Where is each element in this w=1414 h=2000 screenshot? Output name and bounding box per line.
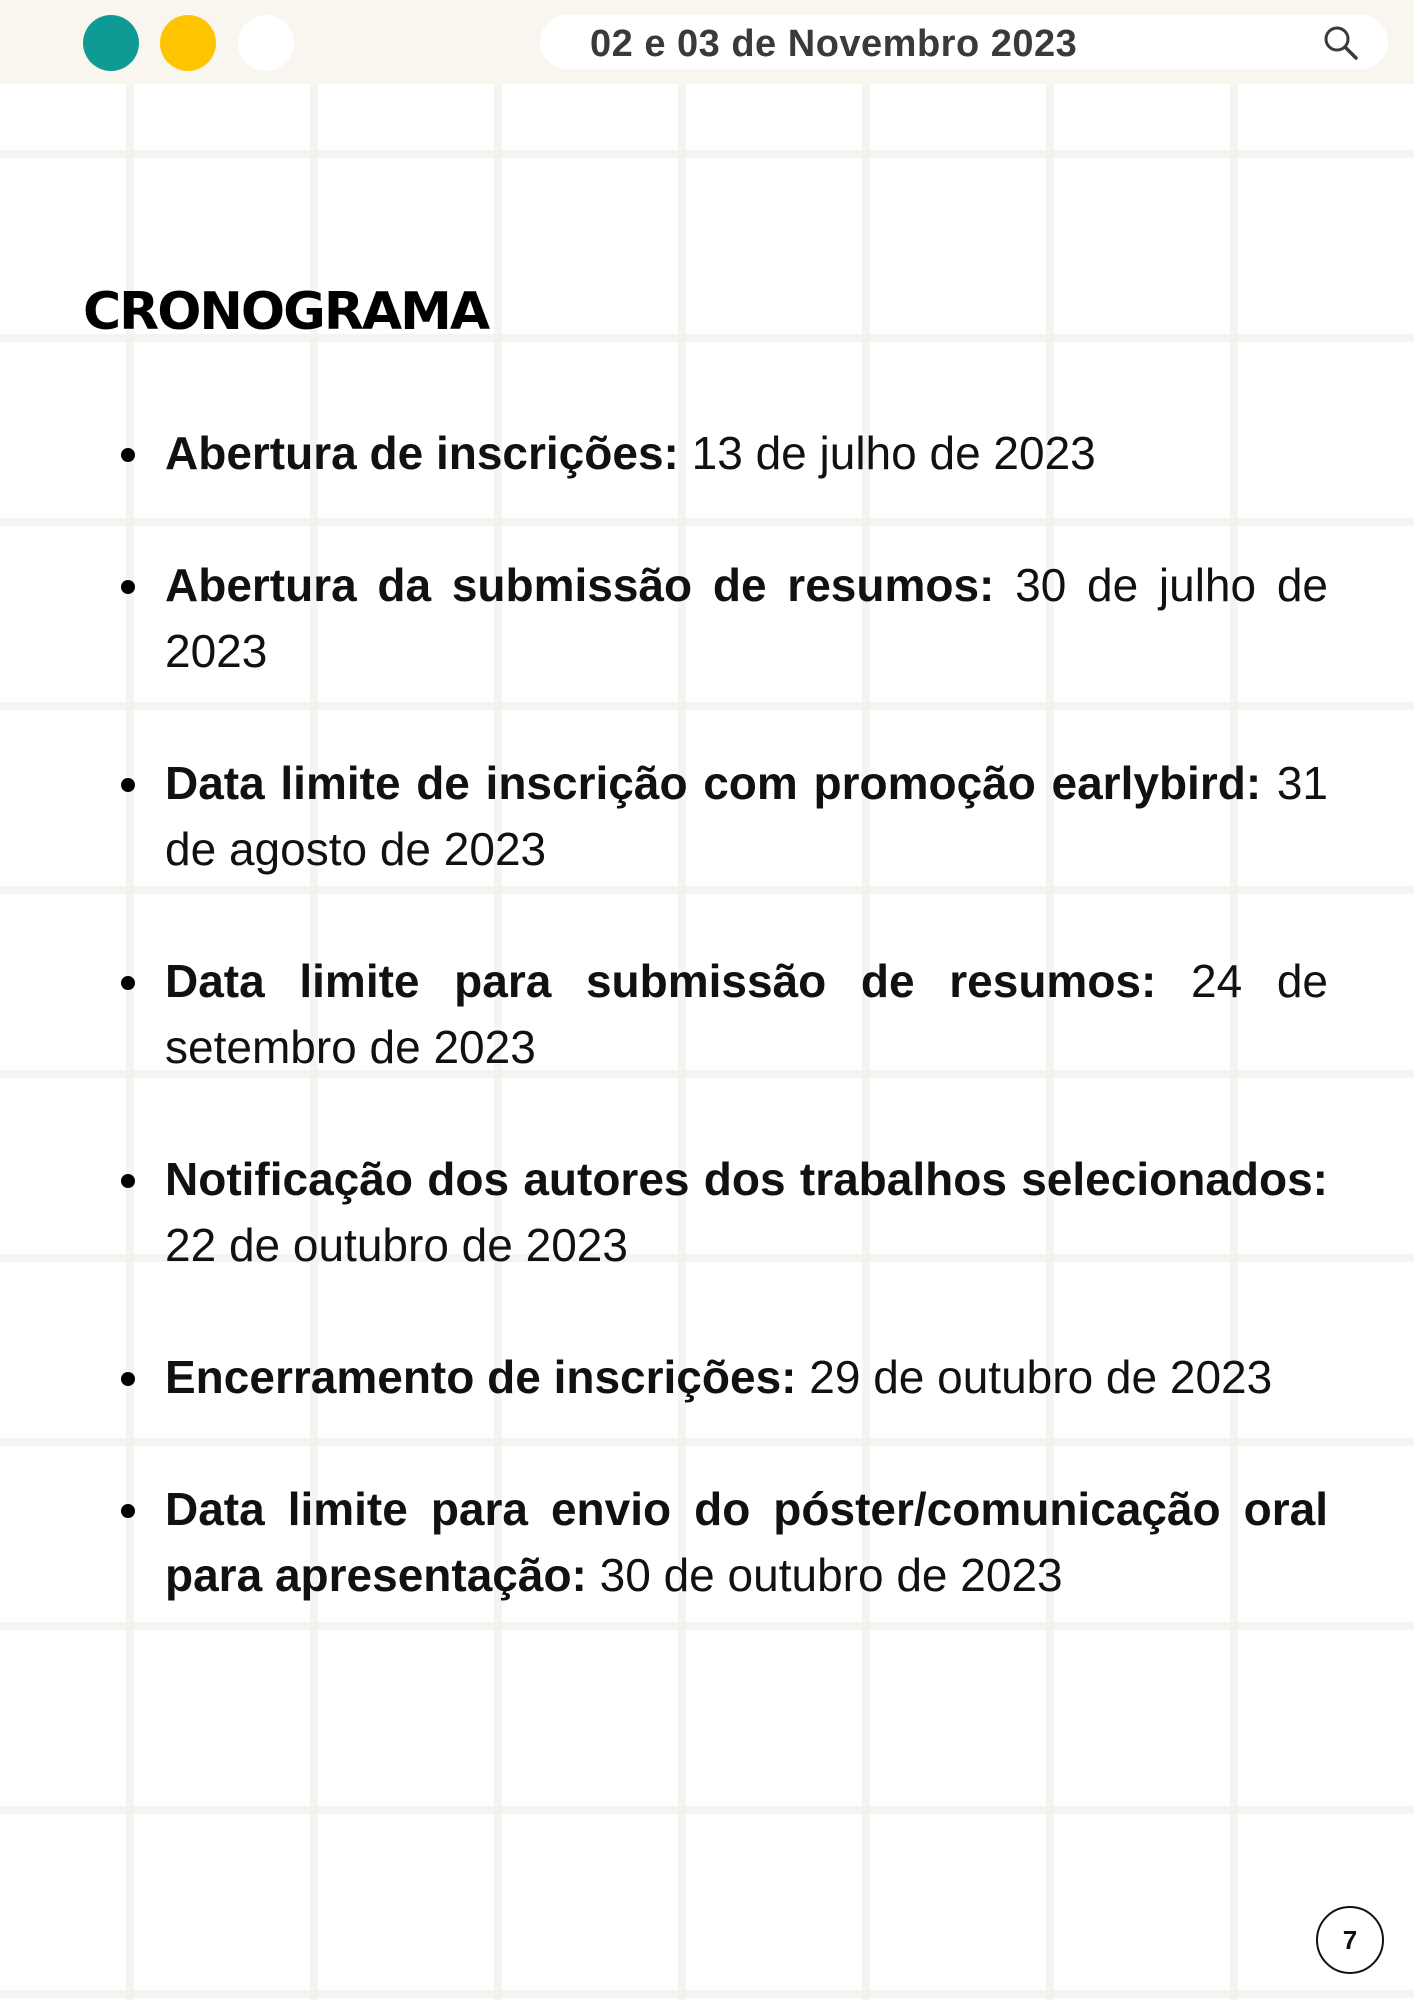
bullet-icon: [121, 1504, 135, 1518]
schedule-item-date: 13 de julho de 2023: [678, 427, 1096, 479]
schedule-list: [165, 420, 1328, 1674]
yellow-dot-icon: [160, 15, 216, 71]
schedule-item: [165, 948, 1328, 1080]
search-bar[interactable]: [540, 15, 1388, 69]
schedule-item-label: Encerramento de inscrições:: [165, 1351, 797, 1403]
schedule-item-label: Data limite de inscrição com promoção earlybird:: [165, 757, 1262, 809]
schedule-item: [165, 1146, 1328, 1278]
search-value: 02 e 03 de Novembro 2023: [590, 23, 1078, 65]
schedule-item: [165, 1476, 1328, 1608]
teal-dot-icon: [83, 15, 139, 71]
schedule-item: [165, 420, 1328, 486]
schedule-item-label: Data limite para envio do póster/comunicação oral para apresentação:: [165, 1483, 1328, 1601]
schedule-item-date: 22 de outubro de 2023: [165, 1219, 628, 1271]
bullet-icon: [121, 1372, 135, 1386]
schedule-item: [165, 552, 1328, 684]
schedule-item-label: Notificação dos autores dos trabalhos selecionados:: [165, 1153, 1328, 1205]
schedule-item: [165, 1344, 1328, 1410]
schedule-item-date: 30 de julho de 2023: [165, 559, 1328, 677]
schedule-item-date: 30 de outubro de 2023: [586, 1549, 1063, 1601]
bullet-icon: [121, 580, 135, 594]
white-dot-icon: [238, 15, 294, 71]
schedule-item: [165, 750, 1328, 882]
top-bar: [0, 0, 1414, 84]
search-icon[interactable]: [1322, 24, 1360, 62]
page-number: 7: [1316, 1906, 1384, 1974]
schedule-item-date: 24 de setembro de 2023: [165, 955, 1328, 1073]
schedule-item-label: Abertura de inscrições:: [165, 427, 679, 479]
schedule-item-label: Abertura da submissão de resumos:: [165, 559, 995, 611]
schedule-item-date: 31 de agosto de 2023: [165, 757, 1328, 875]
bullet-icon: [121, 778, 135, 792]
bullet-icon: [121, 448, 135, 462]
bullet-icon: [121, 976, 135, 990]
schedule-item-label: Data limite para submissão de resumos:: [165, 955, 1157, 1007]
bullet-icon: [121, 1174, 135, 1188]
schedule-item-date: 29 de outubro de 2023: [796, 1351, 1273, 1403]
page-title: CRONOGRAMA: [83, 282, 489, 342]
